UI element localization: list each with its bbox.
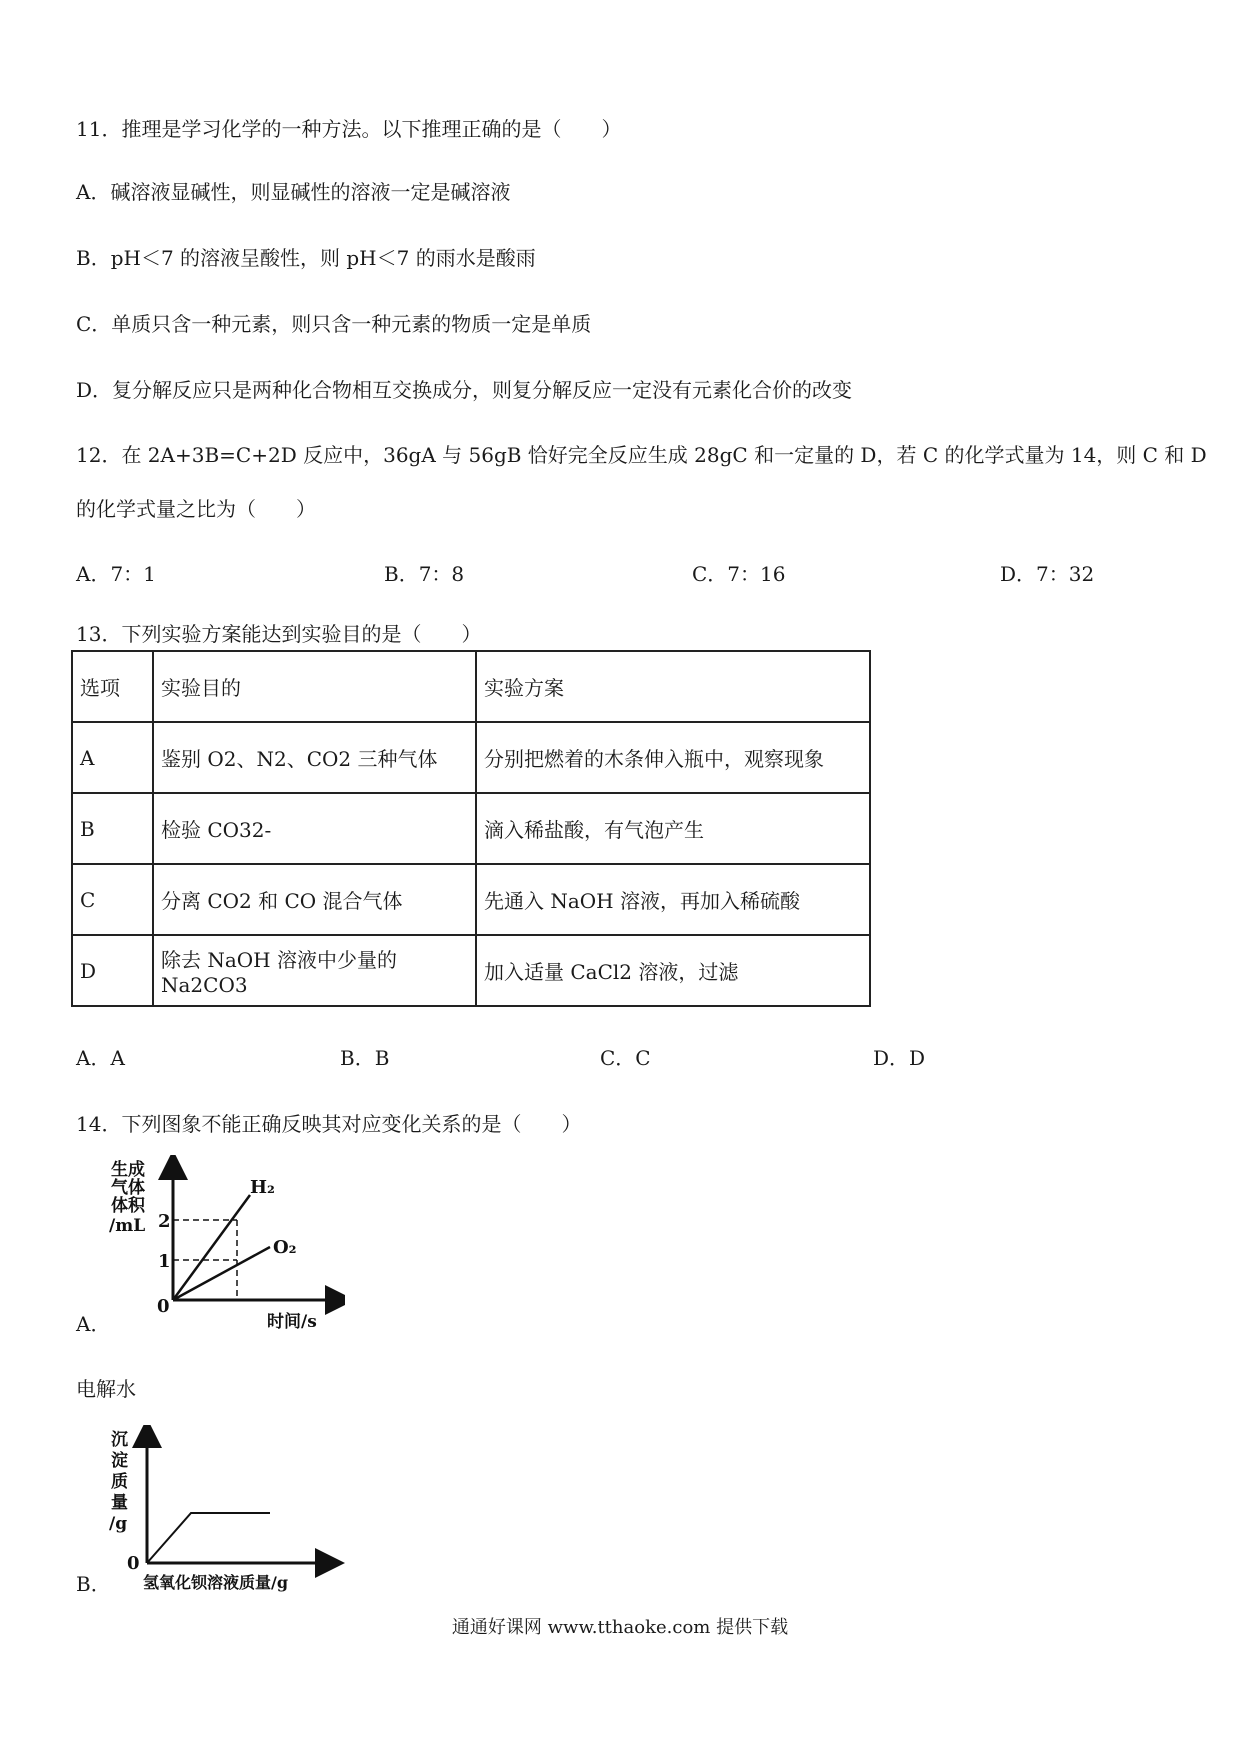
graph-b-ylabel-3: 质 xyxy=(111,1472,128,1492)
q13-stem: 13．下列实验方案能达到实验目的是（ ） xyxy=(76,622,482,646)
q12-stem-line1: 12．在 2A+3B=C+2D 反应中，36gA 与 56gB 恰好完全反应生成 28gC 和一定量的 D，若 C 的化学式量为 14，则 C 和 D xyxy=(76,443,1207,467)
q12-option-b: B．7：8 xyxy=(384,562,465,586)
table-cell: 分别把燃着的木条伸入瓶中，观察现象 xyxy=(476,722,870,793)
q14-option-a-label: A． xyxy=(76,1312,111,1336)
table-cell: B xyxy=(72,793,153,864)
q14-stem: 14．下列图象不能正确反映其对应变化关系的是（ ） xyxy=(76,1112,582,1136)
table-cell: C xyxy=(72,864,153,935)
table-cell: A xyxy=(72,722,153,793)
header-option: 选项 xyxy=(72,651,153,722)
q12-stem-line2: 的化学式量之比为（ ） xyxy=(76,497,316,521)
table-row xyxy=(72,722,870,793)
table-cell: 检验 CO32- xyxy=(153,793,476,864)
header-plan: 实验方案 xyxy=(476,651,870,722)
graph-a-ytick-1: 1 xyxy=(158,1251,171,1272)
graph-a-ylabel-3: 体积 xyxy=(111,1196,145,1216)
q14-option-b-label: B． xyxy=(76,1572,111,1596)
q14-option-a-caption: 电解水 xyxy=(76,1377,136,1401)
q11-option-a: A．碱溶液显碱性，则显碱性的溶液一定是碱溶液 xyxy=(76,180,511,204)
graph-b-ylabel-4: 量 xyxy=(111,1493,128,1513)
graph-a-electrolysis xyxy=(105,1155,345,1330)
q13-option-a: A．A xyxy=(76,1046,125,1070)
table-cell: 滴入稀盐酸，有气泡产生 xyxy=(476,793,870,864)
q12-option-d: D．7：32 xyxy=(1000,562,1095,586)
table-row xyxy=(72,935,870,1006)
table-header-row xyxy=(72,651,870,722)
q11-option-b: B．pH＜7 的溶液呈酸性，则 pH＜7 的雨水是酸雨 xyxy=(76,246,536,270)
graph-a-legend-o2: O₂ xyxy=(273,1237,297,1258)
graph-a-origin: 0 xyxy=(157,1296,170,1317)
q12-option-c: C．7：16 xyxy=(692,562,786,586)
table-row xyxy=(72,793,870,864)
header-purpose: 实验目的 xyxy=(153,651,476,722)
graph-a-series-o2 xyxy=(173,1247,270,1300)
graph-a-ylabel-4: /mL xyxy=(109,1216,146,1236)
graph-a-legend-h2: H₂ xyxy=(250,1177,275,1198)
q11-stem: 11．推理是学习化学的一种方法。以下推理正确的是（ ） xyxy=(76,117,622,141)
graph-b-ylabel-5: /g xyxy=(109,1514,128,1534)
footer-source: 通通好课网 www.tthaoke.com 提供下载 xyxy=(451,1617,789,1638)
table-row xyxy=(72,864,870,935)
q13-option-d: D．D xyxy=(873,1046,926,1070)
table-cell: 先通入 NaOH 溶液，再加入稀硫酸 xyxy=(476,864,870,935)
graph-a-xlabel: 时间/s xyxy=(267,1312,317,1330)
table-cell: 分离 CO2 和 CO 混合气体 xyxy=(153,864,476,935)
graph-b-xlabel: 氢氧化钡溶液质量/g xyxy=(143,1573,289,1592)
graph-b-origin: 0 xyxy=(127,1553,140,1574)
q13-option-b: B．B xyxy=(340,1046,390,1070)
graph-a-series-h2 xyxy=(173,1195,250,1300)
table-cell: 加入适量 CaCl2 溶液，过滤 xyxy=(476,935,870,1006)
table-cell: 鉴别 O2、N2、CO2 三种气体 xyxy=(153,722,476,793)
q11-option-d: D．复分解反应只是两种化合物相互交换成分，则复分解反应一定没有元素化合价的改变 xyxy=(76,378,853,402)
table-cell: D xyxy=(72,935,153,1006)
graph-b-series xyxy=(147,1513,270,1563)
q13-option-c: C．C xyxy=(600,1046,651,1070)
graph-b-ylabel-2: 淀 xyxy=(111,1451,128,1471)
q12-option-a: A．7：1 xyxy=(76,562,156,586)
q11-option-c: C．单质只含一种元素，则只含一种元素的物质一定是单质 xyxy=(76,312,592,336)
graph-a-ylabel-2: 气体 xyxy=(111,1178,145,1198)
graph-b-precipitate xyxy=(105,1425,345,1595)
graph-a-ylabel-1: 生成 xyxy=(111,1160,145,1180)
graph-b-ylabel-1: 沉 xyxy=(111,1430,128,1450)
table-cell: 除去 NaOH 溶液中少量的 Na2CO3 xyxy=(153,935,476,1006)
graph-a-ytick-2: 2 xyxy=(158,1211,171,1232)
experiment-table xyxy=(71,650,871,1007)
